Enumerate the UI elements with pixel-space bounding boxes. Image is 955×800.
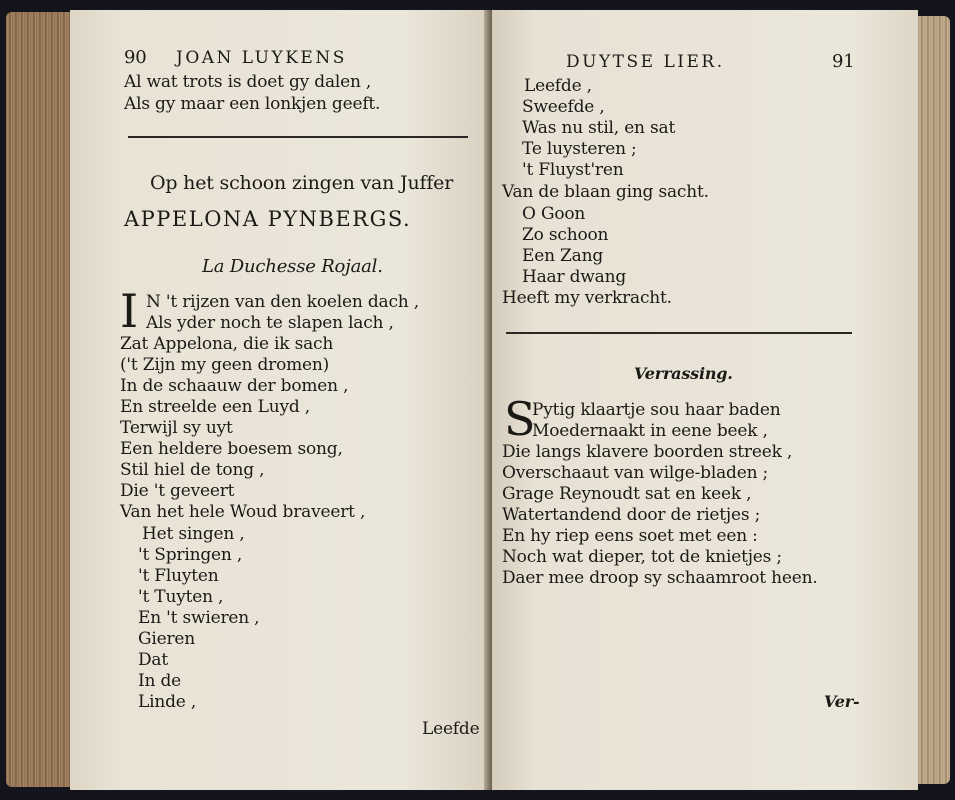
poem-line: Was nu stil, en sat — [522, 118, 676, 138]
indented-line: Linde , — [138, 692, 197, 712]
drop-cap-right: S — [504, 392, 536, 446]
poem-line: En hy riep eens soet met een : — [502, 526, 758, 546]
poem-line: Zat Appelona, die ik sach — [120, 334, 334, 354]
indented-line: 't Tuyten , — [138, 587, 224, 607]
poem-line: In de schaauw der bomen , — [120, 376, 349, 396]
poem-line: Die langs klavere boorden streek , — [502, 442, 793, 462]
poem-title-line-1: Op het schoon zingen van Juffer — [150, 172, 454, 194]
poem-line: Een heldere boesem song, — [120, 439, 343, 459]
poem-title-line-2: APPELONA PYNBERGS. — [124, 207, 412, 231]
divider-rule-right — [506, 332, 852, 334]
top-line-1: Al wat trots is doet gy dalen , — [124, 72, 372, 92]
poem-line: Grage Reynoudt sat en keek , — [502, 484, 752, 504]
catchword-left: Leefde — [422, 719, 480, 739]
poem-line: Een Zang — [522, 246, 604, 266]
poem-line: Zo schoon — [522, 225, 609, 245]
indented-line: Gieren — [138, 629, 196, 649]
poem-line-first: Pytig klaartje sou haar baden — [532, 400, 781, 420]
poem-line: Die 't geveert — [120, 481, 235, 501]
poem-line: O Goon — [522, 204, 586, 224]
poem-line: Daer mee droop sy schaamroot heen. — [502, 568, 818, 588]
poem-line: En streelde een Luyd , — [120, 397, 310, 417]
poem-line: ('t Zijn my geen dromen) — [120, 355, 330, 375]
indented-line: In de — [138, 671, 182, 691]
catchword-right: Ver- — [824, 692, 860, 711]
poem-line: Leefde , — [524, 76, 592, 96]
page-number-left: 90 — [124, 47, 147, 68]
poem-line: Noch wat dieper, tot de knietjes ; — [502, 547, 782, 567]
poem-line: Te luysteren ; — [522, 139, 637, 159]
divider-rule-left — [128, 136, 468, 138]
tune-name: La Duchesse Rojaal. — [202, 256, 383, 277]
running-head-right: DUYTSE LIER. — [566, 52, 725, 72]
poem-line-first: N 't rijzen van den koelen dach , — [146, 292, 419, 312]
poem-line: Terwijl sy uyt — [120, 418, 233, 438]
indented-line: Het singen , — [142, 524, 245, 544]
poem-line: Haar dwang — [522, 267, 627, 287]
drop-cap-left: I — [120, 284, 139, 338]
poem-line: Van het hele Woud braveert , — [120, 502, 366, 522]
poem-line: Sweefde , — [522, 97, 605, 117]
left-page-edges — [6, 12, 76, 787]
indented-line: Dat — [138, 650, 168, 670]
indented-line: 't Springen , — [138, 545, 243, 565]
indented-line: En 't swieren , — [138, 608, 260, 628]
poem-line: 't Fluyst'ren — [522, 160, 624, 180]
poem-line: Heeft my verkracht. — [502, 288, 672, 308]
poem-line: Stil hiel de tong , — [120, 460, 265, 480]
page-number-right: 91 — [832, 51, 855, 72]
indented-line: 't Fluyten — [138, 566, 219, 586]
running-head-left: JOAN LUYKENS — [176, 48, 347, 68]
poem-line: Als yder noch te slapen lach , — [146, 313, 394, 333]
poem-line: Watertandend door de rietjes ; — [502, 505, 761, 525]
poem-line: Moedernaakt in eene beek , — [532, 421, 768, 441]
right-page — [492, 10, 918, 790]
left-page — [70, 10, 488, 790]
poem-line: Van de blaan ging sacht. — [502, 182, 709, 202]
poem-line: Overschaaut van wilge-bladen ; — [502, 463, 769, 483]
top-line-2: Als gy maar een lonkjen geeft. — [124, 94, 381, 114]
section-title: Verrassing. — [634, 364, 733, 383]
